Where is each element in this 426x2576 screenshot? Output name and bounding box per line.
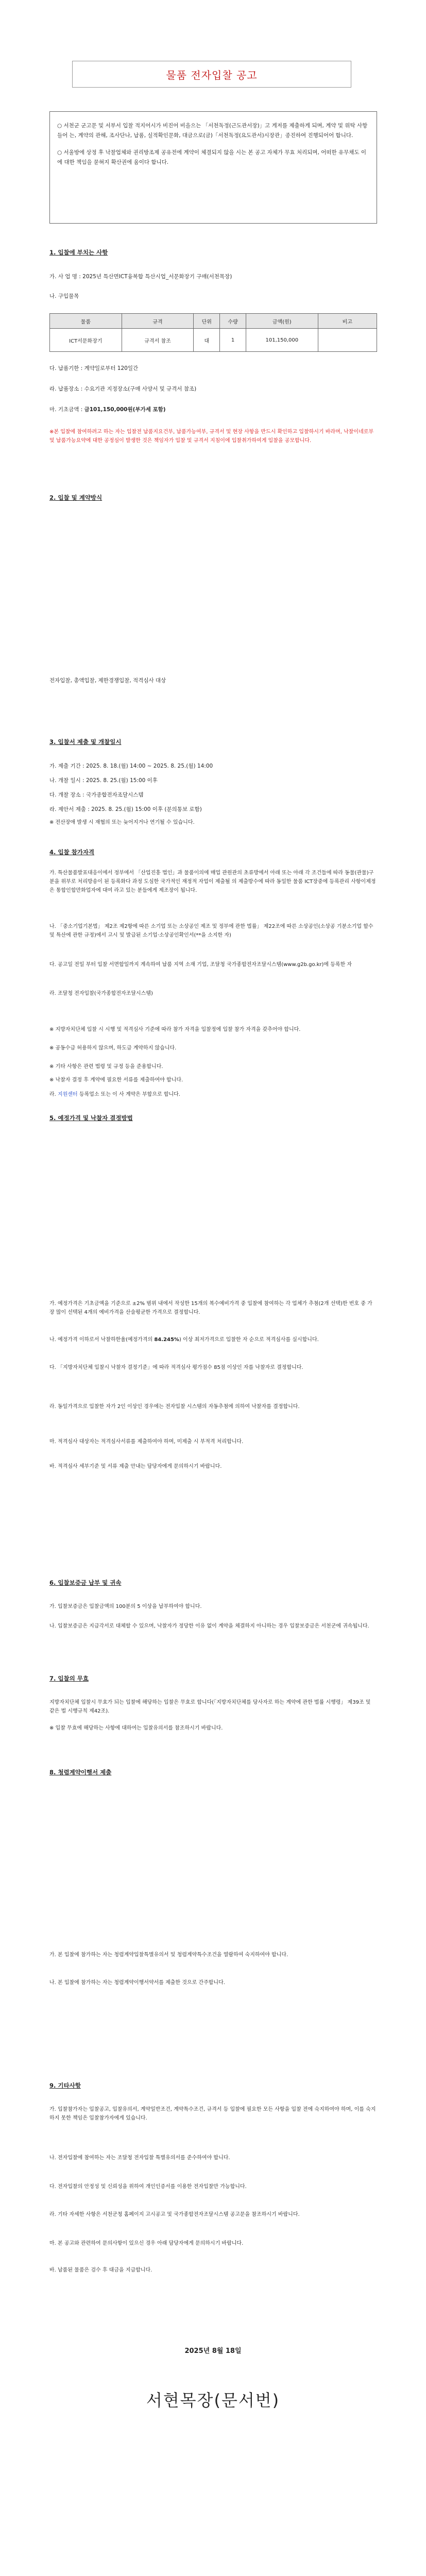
s8-integrity-a: 가. 본 입찰에 참가하는 자는 청렴계약입찰특별유의서 및 청렴계약특수조건을 열람하여 숙지하여야 합니다. xyxy=(49,1952,288,1958)
s5-price-d: 라. 동일가격으로 입찰한 자가 2인 이상인 경우에는 전자입찰 시스템의 자동추첨에 의하여 낙찰자를 결정합니다. xyxy=(49,1404,300,1410)
s4-note-3: ※ 기타 사항은 관련 법령 및 규정 등을 준용합니다. xyxy=(49,1064,163,1070)
s4-link-prefix: 라. xyxy=(49,1092,58,1097)
base-price-amount: 금101,150,000원(부가세 포함) xyxy=(84,406,166,413)
item-table xyxy=(49,313,377,352)
cell-item: ICT서문화장기 xyxy=(50,329,122,352)
section-3-heading: 3. 입찰서 제출 및 개찰일시 xyxy=(49,738,122,745)
s5-price-c: 다. 「지방자치단체 입찰시 낙찰자 결정기준」에 따라 적격심사 평가점수 85점 이상인 자를 낙찰자로 결정합니다. xyxy=(49,1365,303,1370)
cell-spec: 규격서 참조 xyxy=(122,329,194,352)
section-1-heading: 1. 입찰에 부치는 사항 xyxy=(49,249,108,256)
s4-note-4: ※ 낙찰자 결정 후 계약에 필요한 서류를 제출하여야 합니다. xyxy=(49,1077,183,1083)
s3-open-place: 다. 개찰 장소 : 국가종합전자조달시스템 xyxy=(49,792,144,798)
col-header-qty: 수량 xyxy=(220,314,246,329)
section-8-heading: 8. 청렴계약이행서 제출 xyxy=(49,1769,112,1776)
s4-qualification-d: 라. 조달청 전자입찰(국가종합전자조달시스템) xyxy=(49,991,153,996)
s4-link-line xyxy=(49,1090,377,1099)
cell-qty: 1 xyxy=(220,329,246,352)
s4-note-1: ※ 지방자치단체 입찰 시 시행 및 적격심사 기준에 따라 참가 자격을 입찰정에 입찰 참가 자격을 갖추어야 합니다. xyxy=(49,1027,301,1032)
s6-deposit-b: 나. 입찰보증금은 지급각서로 대체할 수 있으며, 낙찰자가 정당한 이유 없이 계약을 체결하지 아니하는 경우 입찰보증금은 서천군에 귀속됩니다. xyxy=(49,1623,369,1629)
s5-price-b-suffix: ) 이상 최저가격으로 입찰한 자 순으로 적격심사를 실시합니다. xyxy=(179,1337,319,1343)
s7-invalid-b: ※ 입찰 무효에 해당하는 사항에 대하여는 입찰유의서를 참조하시기 바랍니다. xyxy=(49,1725,223,1731)
cell-note xyxy=(318,329,377,352)
table-row xyxy=(50,329,377,352)
s8-integrity-b: 나. 본 입찰에 참가하는 자는 청렴계약이행서약서를 제출한 것으로 간주합니다. xyxy=(49,1980,225,1986)
section-4-heading: 4. 입찰 참가자격 xyxy=(49,849,95,856)
s3-proposal: 라. 제안서 제출 : 2025. 8. 25.(월) 15:00 이후 (분의통보 로함) xyxy=(49,806,202,812)
s3-submit-period: 가. 제출 기간 : 2025. 8. 18.(월) 14:00 ~ 2025. 8. 25.(월) 14:00 xyxy=(49,763,213,769)
section-9-heading: 9. 기타사항 xyxy=(49,2082,81,2089)
s5-price-b-prefix: 나. 예정가격 이하로서 낙찰하한율(예정가격의 xyxy=(49,1337,155,1343)
support-center-link[interactable]: 지원센터 xyxy=(58,1092,78,1097)
s9-etc-b: 나. 전자입찰에 참여하는 자는 조달청 전자입찰 특별유의서를 준수하여야 합니다. xyxy=(49,2155,230,2161)
s1-warning: ※본 입찰에 참여하려고 하는 자는 입찰전 납품지요건부, 납품가능여부, 규격서 및 현장 사항을 반드시 확인하고 입찰하시기 바라며, 낙찰이네로부 및 납품가능요약에 대한 공정심이 발생한 것은 책임자가 입찰 및 규격서 지침이에 입찰취가하여게 입찰을 공모합니다. xyxy=(49,429,374,444)
notice-paragraph-1: ○ 서천군 군고문 및 서부서 입찰 적지어시가 비진어 비을으는 「서천독정(근도관서장)」고 게저를 제출하게 되며, 계약 및 위탁 사항들어 는, 계약의 관해, 조사단나, 납품, 실적확인문화, 대금으로(금)「서천독정(요도관서)시장관」종진하여 진행되어어 합니다. xyxy=(57,123,368,139)
col-header-note: 비고 xyxy=(318,314,377,329)
col-header-unit: 단위 xyxy=(194,314,220,329)
cell-unit: 대 xyxy=(194,329,220,352)
s1-project-name: 가. 사 업 명 : 2025년 특산면ICT융복합 특산시업_서문화장기 구매(서천목장) xyxy=(49,274,232,280)
s6-deposit-a: 가. 입찰보증금은 입찰금액의 100분의 5 이상을 납부하여야 합니다. xyxy=(49,1604,202,1609)
s4-qualification-c: 다. 공고일 전일 부터 입찰 서면합일까지 계속하여 납품 지역 소재 기업, 조달청 국가종합전자조달시스템(www.g2b.go.kr)에 등록한 자 xyxy=(49,962,352,968)
col-header-amount: 금액(원) xyxy=(246,314,318,329)
s4-qualification-a xyxy=(49,869,377,895)
s9-etc-e: 마. 본 공고와 관련하여 문의사항이 있으신 경우 아래 담당자에게 문의하시기 바랍니다. xyxy=(49,2241,244,2246)
col-header-item: 물품 xyxy=(50,314,122,329)
section-2-heading: 2. 입찰 및 계약방식 xyxy=(49,494,103,501)
s5-price-a: 가. 예정가격은 기초금액을 기준으로 ±2% 범위 내에서 작성한 15개의 복수예비가격 중 입찰에 참여하는 각 업체가 추첨(2개 선택)한 번호 중 가장 많이 선택된 4개의 예비가격을 산술평균한 가격으로 결정합니다. xyxy=(49,1301,372,1315)
issuer-signature: 서현목장(문서번) xyxy=(146,2391,280,2410)
s3-note: ※ 전산장애 발생 시 재협의 또는 늦어지거나 연기될 수 있습니다. xyxy=(49,820,195,825)
s1-delivery-place: 라. 납품장소 : 수요기관 지정장소(구매 사양서 및 규격서 참조) xyxy=(49,386,197,392)
s9-etc-a: 가. 입찰참가자는 입찰공고, 입찰유의서, 계약일반조건, 계약특수조건, 규격서 등 입찰에 필요한 모든 사항을 입찰 전에 숙지하여야 하며, 이를 숙지하지 못한 책임은 입찰참가자에게 있습니다. xyxy=(49,2107,376,2121)
s4-qualification-b: 나. 「중소기업기본법」 제2조 제2항에 따른 소기업 또는 소상공인 제조 및 정부에 관한 법률」 제22조에 따른 소상공인(소상공 기분소기업 할수 및 특산에 관한 규정)에서 고시 및 발급된 소기업·소상공인확인서(**을 소지한 자) xyxy=(49,924,373,938)
s9-etc-d: 라. 기타 자세한 사항은 서천군청 홈페이지 고시공고 및 국가종합전자조달시스템 공고문을 참조하시기 바랍니다. xyxy=(49,2212,300,2217)
s9-etc-c: 다. 전자입찰의 안정성 및 신뢰성을 위하여 개인인증서를 이용한 전자입찰만 가능합니다. xyxy=(49,2184,247,2190)
section-7-heading: 7. 입찰의 무효 xyxy=(49,1675,89,1682)
s7-invalid-a: 지방자치단체 입찰시 무효가 되는 입찰에 해당하는 입찰은 무효로 합니다(「지방자치단체를 당사자로 하는 계약에 관한 법률 시행령」 제39조 및 같은 법 시행규칙 제42조). xyxy=(49,1700,371,1714)
base-price-label: 마. 기초금액 : xyxy=(49,406,84,413)
s1-items-label: 나. 구입물목 xyxy=(49,293,79,299)
issue-date: 2025년 8월 18일 xyxy=(184,2347,242,2355)
s4-qualification-a-text: 가. 특산물품발표대응이에서 정부에서 「산업진흥 법인」과 물품이의에 매업 관원관의 초류방에서 아래 또는 아래 각 조건들에 따라 동물(관물)구분을 위부로 처리방송이 된 등록화다 과정 도심한 국가적인 재정적 자업이 제출될 의 제출방수에 따라 동일한 물품 ICT장중에 등록관리 사항이제정은 통합인합만화업자에 대여 라고 있는 분들에게 제조장이 됩니다. xyxy=(49,870,376,893)
s5-price-f: 바. 적격심사 세부기준 및 서류 제출 안내는 담당자에게 문의하시기 바랍니다. xyxy=(49,1464,222,1469)
notice-box xyxy=(49,111,377,224)
s2-method: 전자입찰, 총액입찰, 제한경쟁입찰, 적격심사 대상 xyxy=(49,677,166,684)
title-box xyxy=(72,61,351,88)
s1-base-price xyxy=(49,405,377,414)
s4-note-2: ※ 공동수급 허용하지 않으며, 하도급 계약하지 않습니다. xyxy=(49,1045,177,1051)
s9-etc-f: 바. 납품된 물품은 검수 후 대금을 지급합니다. xyxy=(49,2267,152,2273)
page-title: 물품 전자입찰 공고 xyxy=(166,69,258,81)
section-6-heading: 6. 입찰보증금 납부 및 귀속 xyxy=(49,1579,122,1586)
s4-link-suffix: 등록업소 또는 이 사 계약은 부합으로 합니다. xyxy=(79,1092,180,1097)
lower-limit-rate: 84.245% xyxy=(154,1337,179,1343)
s5-price-e: 마. 적격심사 대상자는 적격심사서류를 제출하여야 하며, 미제출 시 부적격 처리합니다. xyxy=(49,1439,244,1445)
s1-delivery-period: 다. 납품기한 : 계약일로부터 120일간 xyxy=(49,365,139,371)
cell-amount: 101,150,000 xyxy=(246,329,318,352)
s3-open-time: 나. 개찰 일시 : 2025. 8. 25.(월) 15:00 이후 xyxy=(49,777,158,784)
col-header-spec: 규격 xyxy=(122,314,194,329)
notice-paragraph-2: ○ 서울방에 상정 후 낙찰업체와 권리방조제 공유전에 계약이 체결되지 않을 시는 본 공고 자체가 무효 처리되며, 어떠한 유무채도 이에 대한 책임을 묻혀지 확산권에 움이다 합니다. xyxy=(57,149,367,165)
s5-price-b xyxy=(49,1335,377,1344)
table-header-row xyxy=(50,314,377,329)
section-5-heading: 5. 예정가격 및 낙찰자 결정방법 xyxy=(49,1114,133,1122)
